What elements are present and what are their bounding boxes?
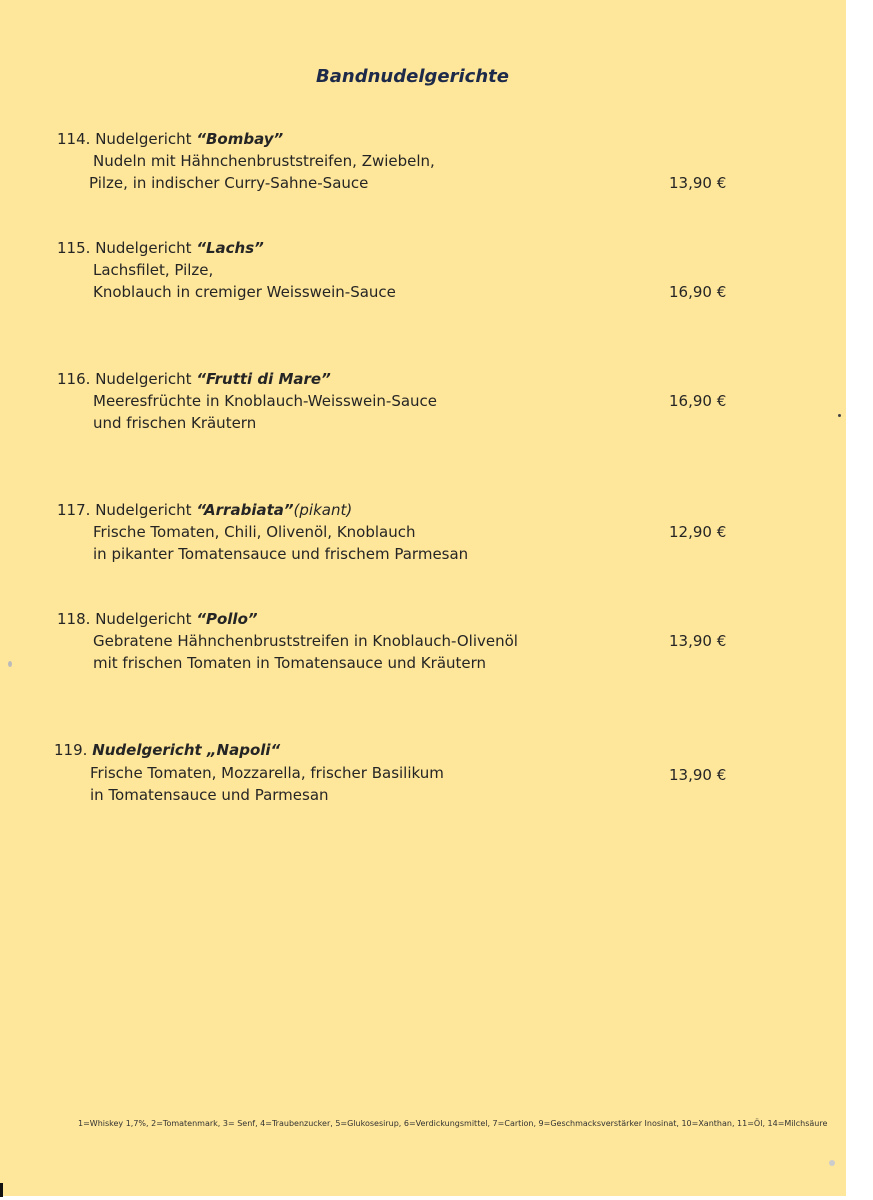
item-description-line-1: Nudeln mit Hähnchenbruststreifen, Zwiebeln, — [93, 152, 435, 170]
item-heading — [57, 369, 331, 389]
item-name: Nudelgericht „Napoli“ — [92, 741, 281, 759]
item-name: “Pollo” — [196, 610, 258, 628]
item-description-line-2: Knoblauch in cremiger Weisswein-Sauce — [93, 283, 396, 301]
item-prefix: Nudelgericht — [95, 130, 197, 148]
item-price: 16,90 € — [669, 392, 727, 410]
item-prefix: Nudelgericht — [95, 501, 197, 519]
item-price: 12,90 € — [669, 523, 727, 541]
item-price: 13,90 € — [669, 174, 727, 192]
item-name: “Frutti di Mare” — [196, 370, 331, 388]
scan-speck — [8, 661, 12, 667]
item-description-line-1: Meeresfrüchte in Knoblauch-Weisswein-Sauce — [93, 392, 438, 410]
item-number: 116. — [57, 370, 91, 388]
item-price: 13,90 € — [669, 632, 727, 650]
scan-speck — [838, 414, 841, 417]
item-heading — [54, 740, 280, 760]
item-name: “Arrabiata” — [196, 501, 294, 519]
item-description-line-1: Frische Tomaten, Chili, Olivenöl, Knoblauch — [93, 523, 416, 541]
item-description-line-2: und frischen Kräutern — [93, 414, 257, 432]
item-name: “Lachs” — [196, 239, 264, 257]
item-heading — [57, 500, 352, 520]
item-price: 16,90 € — [669, 283, 727, 301]
item-note: (pikant) — [293, 501, 353, 519]
page-title: Bandnudelgerichte — [316, 66, 509, 87]
item-number: 117. — [57, 501, 91, 519]
item-heading — [57, 129, 283, 149]
item-number: 118. — [57, 610, 91, 628]
item-description-line-1: Frische Tomaten, Mozzarella, frischer Basilikum — [90, 764, 444, 782]
item-description-line-2: mit frischen Tomaten in Tomatensauce und Kräutern — [93, 654, 487, 672]
allergen-footnote: 1=Whiskey 1,7%, 2=Tomatenmark, 3= Senf, 4=Traubenzucker, 5=Glukosesirup, 6=Verdickungsmittel, 7=Cartion, 9=Geschmacksverstärker Inosinat, 10=Xanthan, 11=Öl, 14=Milchsäure — [78, 1119, 828, 1128]
item-description-line-2: in Tomatensauce und Parmesan — [90, 786, 329, 804]
item-heading — [57, 609, 258, 629]
item-prefix: Nudelgericht — [95, 370, 197, 388]
scan-speck — [829, 1160, 835, 1166]
item-number: 115. — [57, 239, 91, 257]
item-prefix: Nudelgericht — [95, 610, 197, 628]
item-number: 114. — [57, 130, 91, 148]
item-price: 13,90 € — [669, 766, 727, 784]
item-description-line-1: Gebratene Hähnchenbruststreifen in Knoblauch-Olivenöl — [93, 632, 518, 650]
item-description-line-1: Lachsfilet, Pilze, — [93, 261, 214, 279]
scan-edge-mark — [0, 1183, 3, 1197]
item-heading — [57, 238, 264, 258]
item-number: 119. — [54, 741, 88, 759]
item-prefix: Nudelgericht — [95, 239, 197, 257]
item-name: “Bombay” — [196, 130, 284, 148]
item-description-line-2: in pikanter Tomatensauce und frischem Parmesan — [93, 545, 469, 563]
item-description-line-2: Pilze, in indischer Curry-Sahne-Sauce — [89, 174, 369, 192]
